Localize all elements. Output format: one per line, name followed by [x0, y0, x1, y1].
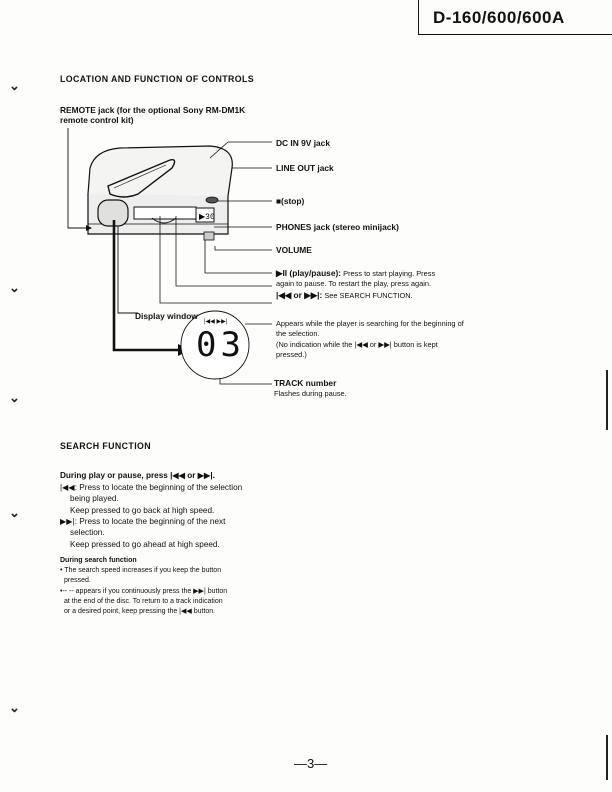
next-line-2: selection. [70, 528, 105, 537]
cd-player-illustration [60, 128, 280, 388]
appears-text-4: pressed.) [276, 350, 307, 359]
edge-mark [606, 370, 608, 430]
search-subtitle: During play or pause, press |◀◀ or ▶▶|. [60, 471, 215, 480]
model-number: D-160/600/600A [433, 8, 565, 27]
prev-line-2: being played. [70, 494, 119, 503]
search-indicator: |◀◀ ▶▶| [204, 319, 228, 325]
remote-jack-label-2: remote control kit) [60, 115, 134, 125]
prev-line-3: Keep pressed to go back at high speed. [70, 506, 215, 515]
line-out-label: LINE OUT jack [276, 163, 334, 173]
search-buttons-desc [276, 290, 413, 302]
play-pause-text-2: again to pause. To restart the play, press again. [276, 279, 432, 288]
display-window-label: Display window [135, 311, 198, 321]
prev-line-1: |◀◀: Press to locate the beginning of the selection [60, 483, 243, 492]
edge-mark [606, 735, 608, 780]
appears-text-1: Appears while the player is searching for the beginning of [276, 319, 464, 328]
note2-line-2: at the end of the disc. To return to a track indication [64, 598, 223, 605]
binder-tick-icon: ⌄ [9, 280, 20, 295]
dc-in-label: DC IN 9V jack [276, 138, 330, 148]
next-line-3: Keep pressed to go ahead at high speed. [70, 540, 220, 549]
play-pause-desc [276, 268, 435, 280]
binder-tick-icon: ⌄ [9, 700, 20, 715]
track-number-label: TRACK number [274, 378, 337, 388]
note2-line-1: •-- -- appears if you continuously press the ▶▶| button [60, 588, 228, 595]
next-line-1: ▶▶|: Press to locate the beginning of the next [60, 517, 226, 526]
volume-label: VOLUME [276, 245, 312, 255]
binder-tick-icon: ⌄ [9, 505, 20, 520]
play-pause-text-1: Press to start playing. Press [343, 269, 436, 278]
section-title-controls: LOCATION AND FUNCTION OF CONTROLS [60, 74, 255, 84]
appears-text-3: (No indication while the |◀◀ or ▶▶| button is kept [276, 340, 438, 349]
search-buttons-label: |◀◀ or ▶▶|: [276, 290, 323, 300]
note-title: During search function [60, 557, 137, 564]
note1-line-1: • The search speed increases if you keep the button [60, 567, 222, 574]
search-buttons-text: See SEARCH FUNCTION. [324, 291, 413, 300]
note1-line-2: pressed. [64, 577, 91, 584]
binder-tick-icon: ⌄ [9, 390, 20, 405]
remote-jack-label: REMOTE jack (for the optional Sony RM-DM1K [60, 105, 246, 115]
note2-line-3: or a desired point, keep pressing the |◀◀ button. [64, 608, 216, 615]
track-number-desc: Flashes during pause. [274, 389, 347, 398]
section-title-search: SEARCH FUNCTION [60, 441, 152, 451]
stop-label: ■(stop) [276, 196, 305, 206]
svg-text:▶30: ▶30 [199, 213, 215, 222]
play-pause-label: ▶II (play/pause): [276, 268, 342, 278]
display-digits: 03 [196, 325, 245, 365]
page-number: —3— [294, 756, 328, 771]
appears-text-2: the selection. [276, 329, 320, 338]
binder-tick-icon: ⌄ [9, 78, 20, 93]
phones-label: PHONES jack (stereo minijack) [276, 222, 399, 232]
